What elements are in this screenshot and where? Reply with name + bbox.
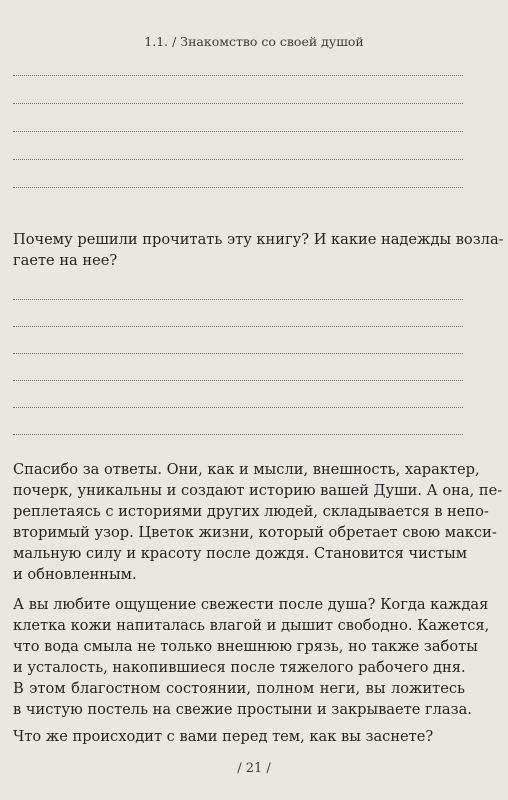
answer-line [13, 159, 463, 160]
answer-line [13, 407, 463, 408]
running-header: 1.1. / Знакомство со своей душой [144, 34, 364, 49]
answer-line [13, 326, 463, 327]
body-paragraph: А вы любите ощущение свежести после душа? Когда каждая клетка кожи напиталась влагой и дышит свободно. Кажется, что вода смыла не только внешнюю грязь, но также заботы и усталость, накопившиеся после тяжелого рабочего дня. В этом благостном состоянии, полном неги, вы ложитесь в чистую постель на свежие простыни и закрываете глаза. [13, 596, 490, 718]
answer-line [13, 434, 463, 435]
answer-line [13, 103, 463, 104]
question-prompt: Почему решили прочитать эту книгу? И какие надежды возла- гаете на нее? [13, 231, 504, 269]
body-paragraph: Спасибо за ответы. Они, как и мысли, внешность, характер, почерк, уникальны и создают историю вашей Души. А она, пе- реплетаясь с историями других людей, складывается в непо- вторимый узор. Цветок жизни, который обретает свою макси- мальную силу и красоту после дождя. Становится чистым и обновленным. [13, 461, 503, 583]
answer-line [13, 380, 463, 381]
question-prompt: Что же происходит с вами перед тем, как вы заснете? [13, 728, 434, 745]
answer-line [13, 187, 463, 188]
answer-line [13, 353, 463, 354]
page-number: / 21 / [237, 761, 271, 776]
answer-line [13, 299, 463, 300]
answer-line [13, 131, 463, 132]
answer-line [13, 75, 463, 76]
